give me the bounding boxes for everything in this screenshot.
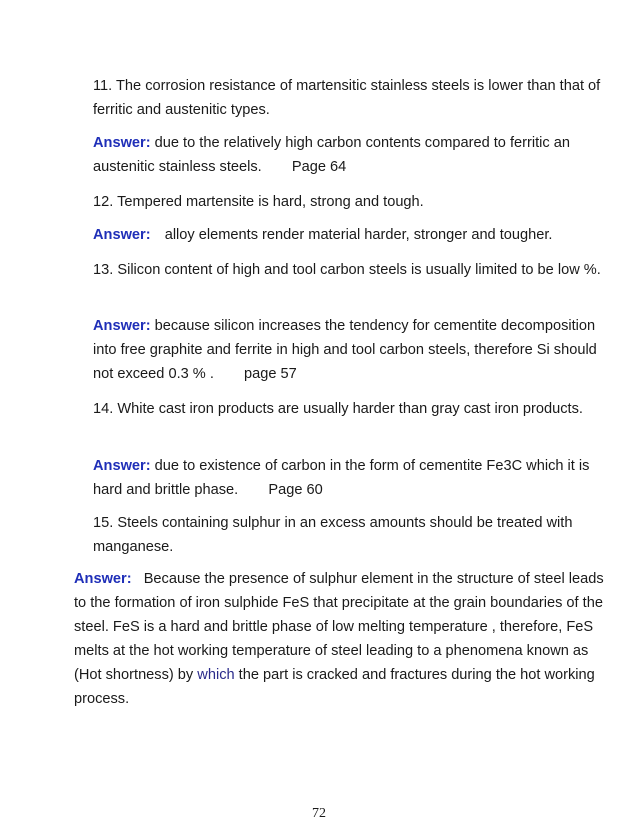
question-13 [93,258,613,282]
answer-label: Answer: [93,227,151,243]
answer-text: because silicon increases the tendency for cementite decomposition into free graphite and ferrite in high and tool carbon steels, therefore Si should not exceed 0.3 % . [93,318,597,382]
question-11 [93,74,613,122]
answer-text-continued: the part is cracked and fractures during the hot working process. [74,667,595,707]
question-text: 15. Steels containing sulphur in an excess amounts should be treated with manganese. [93,515,573,555]
question-text: 11. The corrosion resistance of martensitic stainless steels is lower than that of ferritic and austenitic types. [93,78,601,118]
page-number: 72 [312,806,326,821]
answer-12 [93,223,613,247]
answer-label: Answer: [93,318,151,334]
answer-14 [93,454,613,502]
question-14 [93,397,613,421]
question-12 [93,190,613,214]
answer-13 [93,314,613,386]
page-reference: Page 60 [268,482,323,498]
answer-11 [93,131,613,179]
answer-15 [74,567,614,711]
question-text: 13. Silicon content of high and tool carbon steels is usually limited to be low %. [93,262,601,278]
answer-label: Answer: [93,135,151,151]
question-text: 12. Tempered martensite is hard, strong and tough. [93,194,424,210]
answer-label: Answer: [74,571,132,587]
answer-text: alloy elements render material harder, stronger and tougher. [164,227,553,243]
answer-highlight: which [197,667,235,683]
answer-label: Answer: [93,458,151,474]
question-text: 14. White cast iron products are usually harder than gray cast iron products. [93,401,583,417]
answer-text: due to existence of carbon in the form of cementite Fe3C which it is hard and brittle phase. [93,458,590,498]
answer-text: due to the relatively high carbon contents compared to ferritic an austenitic stainless steels. [93,135,570,175]
answer-text: Because the presence of sulphur element in the structure of steel leads to the formation of iron sulphide FeS that precipitate at the grain boundaries of the steel. FeS is a hard and brittle phase of low melting temperature , therefore, FeS melts at the hot working temperature of steel leading to a phenomena known as (Hot shortness) by [74,571,604,683]
question-15 [93,511,613,559]
page-reference: page 57 [244,366,297,382]
page-reference: Page 64 [291,159,347,175]
